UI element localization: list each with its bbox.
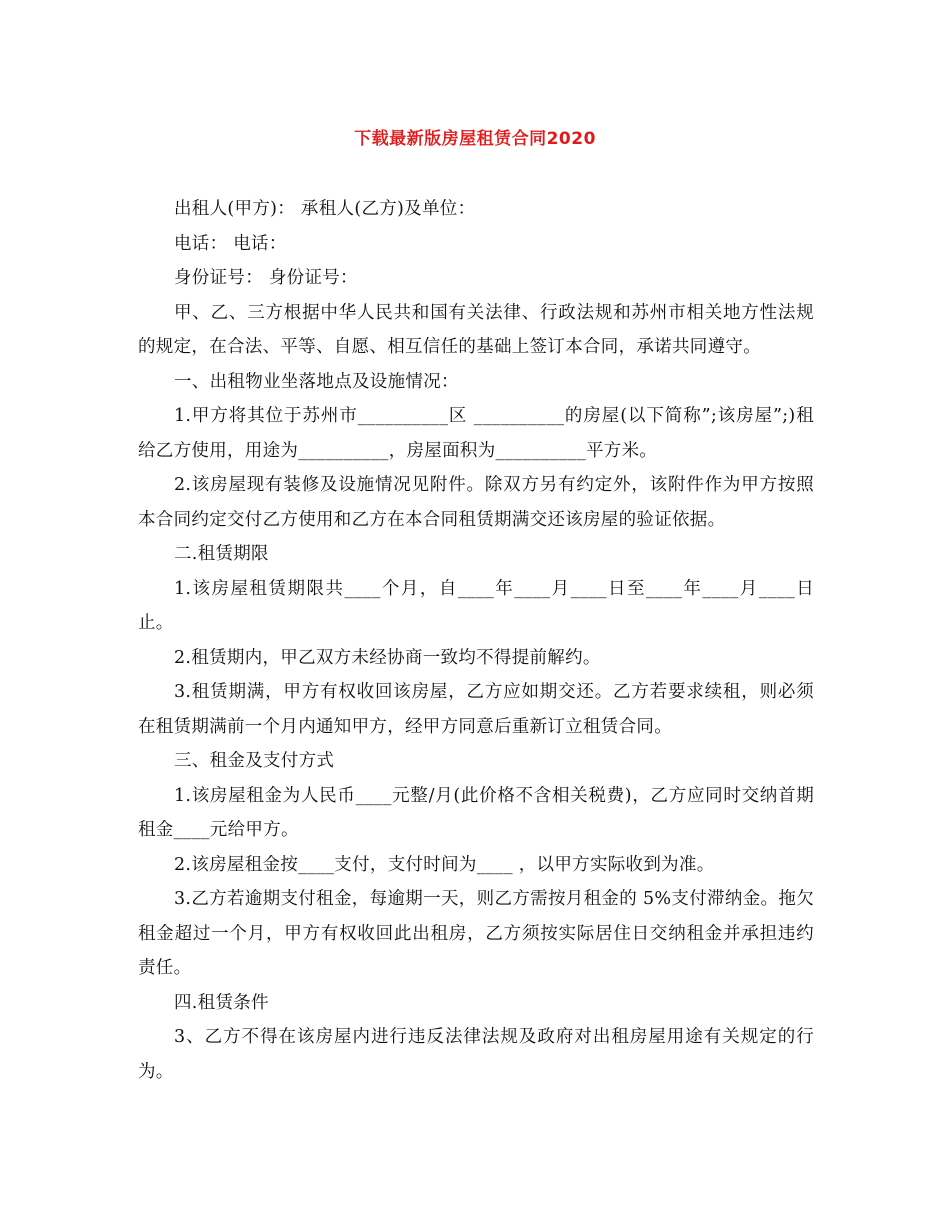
document-body: [138, 192, 814, 1089]
clause-no-early-termination: 2.租赁期内，甲乙双方未经协商一致均不得提前解约。: [174, 647, 601, 668]
document-title: 下载最新版房屋租赁合同2020: [354, 129, 596, 149]
paragraph-phone: 电话： 电话：: [174, 233, 287, 254]
paragraph-id-number: 身份证号： 身份证号：: [174, 268, 358, 288]
paragraph-lessor-lessee: 出租人(甲方)： 承租人(乙方)及单位：: [174, 199, 476, 219]
paragraph-preamble: 甲、乙、三方根据中华人民共和国有关法律、行政法规和苏州市相关地方性法规的规定，在合法、平等、自愿、相互信任的基础上签订本合同，承诺共同遵守。: [138, 302, 814, 357]
section-heading-property: 一、出租物业坐落地点及设施情况：: [174, 371, 459, 392]
clause-property-location: 1.甲方将其位于苏州市__________区 __________的房屋(以下简称”;该房屋”;)租给乙方使用，用途为__________，房屋面积为__________平方米。: [138, 406, 814, 461]
clause-lawful-use: 3、乙方不得在该房屋内进行违反法律法规及政府对出租房屋用途有关规定的行为。: [138, 1027, 814, 1082]
clause-lease-expiry: 3.租赁期满，甲方有权收回该房屋，乙方应如期交还。乙方若要求续租，则必须在租赁期满前一个月内通知甲方，经甲方同意后重新订立租赁合同。: [138, 682, 814, 737]
clause-property-fixtures: 2.该房屋现有装修及设施情况见附件。除双方另有约定外，该附件作为甲方按照本合同约定交付乙方使用和乙方在本合同租赁期满交还该房屋的验证依据。: [138, 475, 814, 530]
section-heading-term: 二.租赁期限: [174, 544, 269, 564]
section-heading-conditions: 四.租赁条件: [174, 992, 269, 1013]
clause-rent-amount: 1.该房屋租金为人民币____元整/月(此价格不含相关税费)，乙方应同时交纳首期租金____元给甲方。: [138, 785, 814, 840]
clause-lease-term: 1.该房屋租赁期限共____个月，自____年____月____日至____年____月____日止。: [138, 578, 814, 633]
clause-rent-payment: 2.该房屋租金按____支付，支付时间为____ ，以甲方实际收到为准。: [174, 854, 715, 875]
section-heading-rent: 三、租金及支付方式: [174, 751, 335, 771]
clause-late-payment: 3.乙方若逾期支付租金，每逾期一天，则乙方需按月租金的 5%支付滞纳金。拖欠租金超过一个月，甲方有权收回此出租房，乙方须按实际居住日交纳租金并承担违约责任。: [138, 889, 814, 978]
